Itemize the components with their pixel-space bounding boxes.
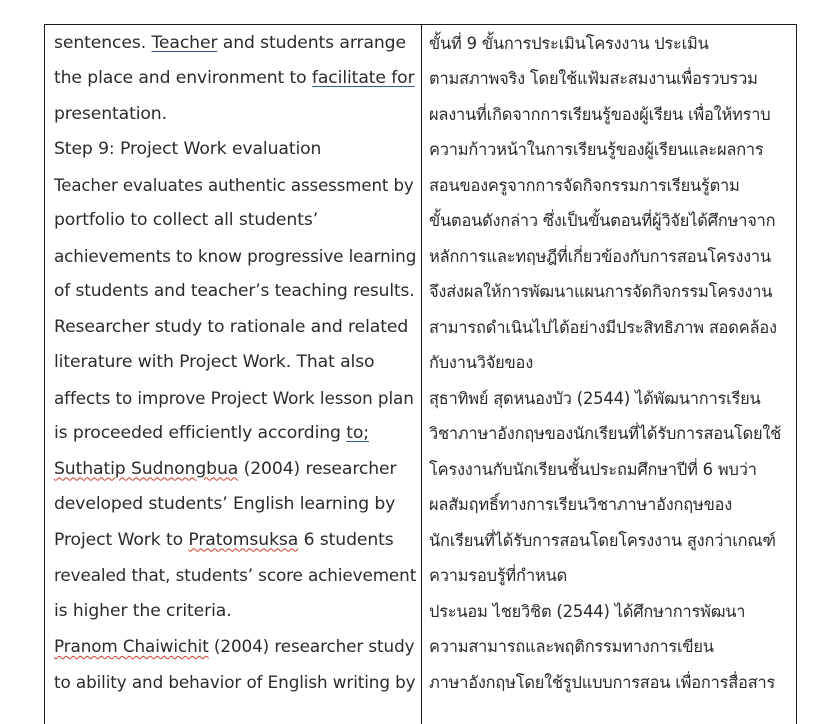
thai-text-line: สุธาทิพย์ สุดหนองบัว (2544) ได้พัฒนาการเรียน — [429, 388, 761, 408]
text-run: developed students’ English learning by — [54, 494, 396, 514]
text-line — [54, 239, 416, 275]
text-run: Project Work to — [54, 529, 189, 550]
text-line — [54, 487, 395, 523]
thai-text-line: ผลสัมฤทธิ์ทางการเรียนวิชาภาษาอังกฤษของ — [429, 495, 733, 514]
thai-text-line: ผลงานที่เกิดจากการเรียนรู้ของผู้เรียน เพื่อให้ทราบ — [429, 104, 771, 124]
text-line — [54, 381, 414, 417]
thai-text-line: ขั้นตอนดังกล่าว ซึ่งเป็นขั้นตอนที่ผู้วิจัยได้ศึกษาจาก — [429, 211, 776, 230]
text-run: Teacher evaluates authentic assessment by — [54, 175, 414, 195]
spellcheck-flagged-text: Pranom Chaiwichit — [54, 636, 209, 656]
text-run: literature with Project Work. That also — [54, 352, 375, 372]
text-line — [54, 132, 321, 168]
text-line — [54, 274, 415, 310]
text-line — [54, 416, 369, 452]
text-run: Step 9: Project Work evaluation — [54, 139, 322, 159]
text-run: is higher the criteria. — [54, 600, 232, 621]
thai-text-line: ความรอบรู้ที่กำหนด — [429, 566, 568, 585]
text-line — [54, 61, 415, 97]
text-line — [54, 26, 406, 62]
thai-text-line: ภาษาอังกฤษโดยใช้รูปแบบการสอน เพื่อการสื่อสาร — [429, 672, 776, 692]
text-run: Researcher study to rationale and related — [54, 316, 409, 337]
bilingual-table — [44, 24, 797, 724]
underlined-text: Teacher — [151, 32, 218, 53]
thai-text-line: ความสามารถและพฤติกรรมทางการเขียน — [429, 637, 714, 656]
text-run: revealed that, students’ score achievement — [54, 565, 417, 585]
underlined-text: facilitate for — [311, 68, 415, 88]
text-run: achievements to know progressive learning — [54, 245, 417, 266]
text-run: (2004) researcher — [238, 458, 397, 479]
thai-text-line: สามารถดำเนินไปได้อย่างมีประสิทธิภาพ สอดคล้อง — [429, 317, 777, 337]
thai-text-line: ประนอม ไชยวิชิต (2544) ได้ศึกษาการพัฒนา — [429, 601, 746, 621]
text-run: 6 students — [298, 529, 394, 550]
text-line — [54, 452, 397, 488]
text-run: affects to improve Project Work lesson plan — [54, 387, 414, 408]
text-run: is proceeded efficiently according — [54, 423, 347, 443]
thai-text-line: ตามสภาพจริง โดยใช้แฟ้มสะสมงานเพื่อรวบรวม — [429, 69, 758, 88]
text-line — [54, 594, 232, 630]
text-line — [54, 345, 374, 381]
thai-text-line: ขั้นที่ 9 ขั้นการประเมินโครงงาน ประเมิน — [429, 33, 709, 53]
text-line — [54, 310, 408, 346]
text-line — [54, 203, 318, 239]
thai-text-line: สอนของครูจากการจัดกิจกรรมการเรียนรู้ตาม — [429, 175, 740, 195]
text-line — [54, 558, 416, 594]
text-line — [54, 629, 414, 665]
thai-text-line: นักเรียนที่ได้รับการสอนโดยโครงงาน สูงกว่าเกณฑ์ — [429, 530, 776, 550]
thai-text-line: ความก้าวหน้าในการเรียนรู้ของผู้เรียนและผลการ — [429, 140, 764, 159]
spellcheck-flagged-text: Pratomsuksa — [188, 529, 299, 550]
text-line — [54, 665, 416, 701]
text-run: to ability and behavior of English writing by — [54, 671, 416, 692]
text-run: portfolio to collect all students’ — [54, 210, 319, 230]
underlined-text: to; — [346, 423, 369, 443]
thai-text-line: โครงงานกับนักเรียนชั้นประถมศึกษาปีที่ 6 พบว่า — [429, 459, 757, 479]
thai-text-line: วิชาภาษาอังกฤษของนักเรียนที่ได้รับการสอนโดยใช้ — [429, 424, 782, 443]
spellcheck-flagged-text: Suthatip Sudnongbua — [54, 458, 239, 479]
text-line — [54, 523, 394, 559]
text-run: of students and teacher’s teaching results. — [54, 281, 415, 301]
text-line — [54, 168, 414, 204]
text-run: sentences. — [54, 32, 152, 53]
text-line — [54, 97, 167, 133]
text-run: (2004) researcher study — [208, 636, 415, 656]
text-run: and students arrange — [217, 32, 406, 53]
column-divider — [421, 25, 422, 724]
thai-text-line: จึงส่งผลให้การพัฒนาแผนการจัดกิจกรรมโครงงาน — [429, 282, 773, 301]
text-run: the place and environment to — [54, 68, 312, 88]
thai-text-line: หลักการและทฤษฎีที่เกี่ยวข้องกับการสอนโครงงาน — [429, 246, 771, 266]
text-run: presentation. — [54, 103, 167, 124]
thai-text-line: กับงานวิจัยของ — [429, 353, 534, 372]
